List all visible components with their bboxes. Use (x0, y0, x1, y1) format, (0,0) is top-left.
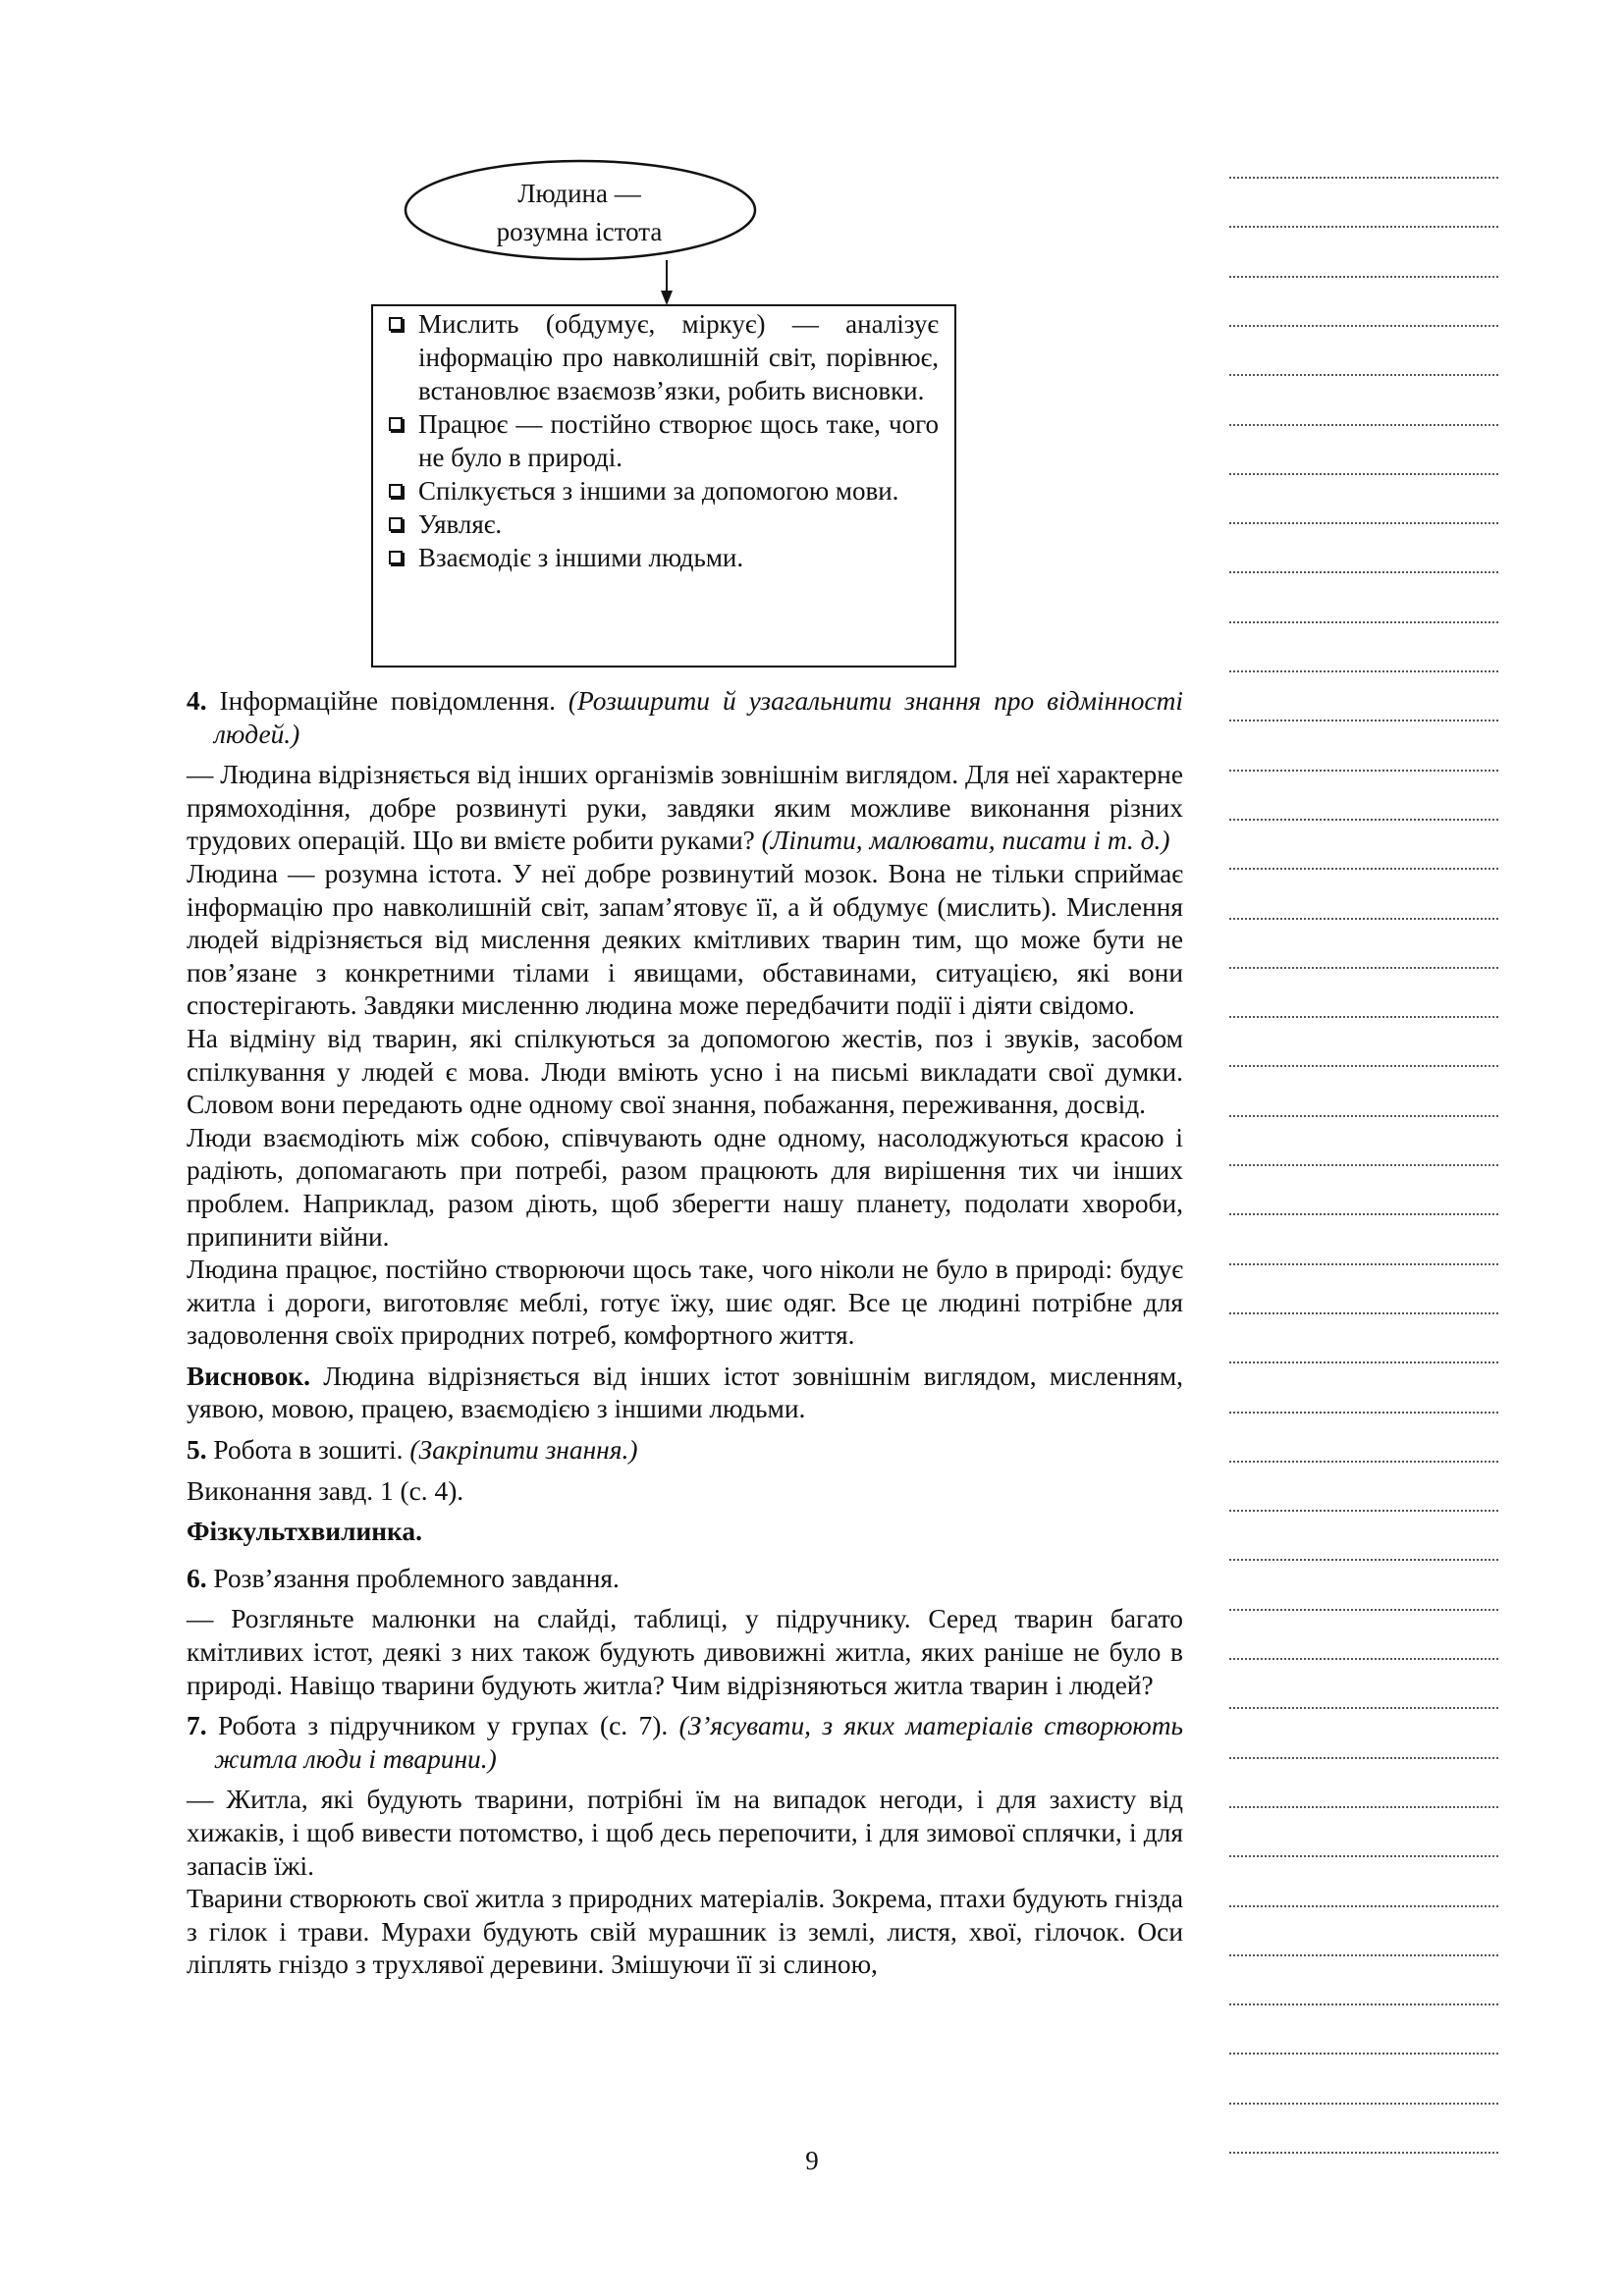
diagram-item (385, 407, 939, 474)
note-line (1229, 1213, 1498, 1215)
note-line (1229, 2103, 1498, 2105)
section-5-task: Виконання завд. 1 (с. 4). (187, 1475, 464, 1506)
paragraph: На відміну від тварин, які спілкуються за допомогою жестів, поз і звуків, засобом спілкування у людей є мова. Люди вміють усно і на письмі викладати свої думки. Словом вони передають одне одному свої знання, побажання, переживання, досвід. (187, 1023, 1183, 1120)
paragraph-text: — Людина відрізняється від інших організмів зовнішнім виглядом. Для неї характерне прямоходіння, добре розвинуті руки, завдяки яким можливе виконання різних трудових операцій. Що ви вмієте робити руками? (187, 760, 1183, 856)
conclusion-label: Висновок. (187, 1361, 310, 1391)
note-line (1229, 1806, 1498, 1808)
section-goal: (Закріпити знання.) (409, 1435, 638, 1466)
note-line (1229, 1065, 1498, 1067)
paragraph: Людина — розумна істота. У неї добре розвинутий мозок. Вона не тільки сприймає інформацію про навколишній світ, запам’ятовує її, а й обдумує (мислить). Мислення людей відрізняється від мислення деяких кмітливих тварин тим, що може бути не пов’язане з конкретними тілами і явищами, обставинами, ситуацією, які вони спостерігають. Завдяки мисленню людина може передбачити події і діяти свідомо. (187, 858, 1183, 1021)
checkbox-icon (389, 317, 403, 331)
note-line (1229, 424, 1498, 426)
section-7-heading (187, 1710, 1183, 1776)
note-line (1229, 918, 1498, 920)
note-line (1229, 967, 1498, 969)
diagram-oval-line-1: Людина — (517, 179, 641, 208)
paragraph-answer: (Ліпити, малювати, писати і т. д.) (761, 826, 1170, 856)
note-line (1229, 1115, 1498, 1117)
note-line (1229, 1362, 1498, 1363)
note-line (1229, 720, 1498, 721)
note-line (1229, 1658, 1498, 1660)
note-line (1229, 819, 1498, 821)
note-line (1229, 522, 1498, 524)
conclusion (187, 1361, 1183, 1426)
section-title: Розв’язання проблемного завдання. (206, 1563, 620, 1593)
diagram-item-text: Взаємодіє з іншими людьми. (418, 543, 744, 572)
note-line (1229, 1412, 1498, 1414)
section-goal: (Розширити й узагальнити знання про відмінності людей.) (214, 686, 1183, 749)
section-title: Інформаційне повідомлення. (206, 686, 568, 716)
note-line (1229, 1707, 1498, 1709)
note-line (1229, 325, 1498, 327)
note-line (1229, 868, 1498, 870)
note-line (1229, 1016, 1498, 1018)
diagram-item-text: Працює — постійно створює щось таке, чого не було в природі. (418, 409, 939, 472)
note-line (1229, 1263, 1498, 1265)
paragraph: Людина працює, постійно створюючи щось таке, чого ніколи не було в природі: будує житла і дороги, виготовляє меблі, готує їжу, шиє одяг. Все це людині потрібне для задоволення своїх природних потреб, комфортного життя. (187, 1255, 1183, 1351)
note-line (1229, 1757, 1498, 1759)
note-line (1229, 1312, 1498, 1314)
section-6-heading (187, 1563, 1183, 1596)
diagram-feature-list (385, 307, 939, 574)
paragraph (187, 759, 1183, 858)
section-number: 7. (187, 1711, 207, 1741)
note-line (1229, 2053, 1498, 2055)
diagram-item-text: Спілкується з іншими за допомогою мови. (418, 476, 899, 506)
note-line (1229, 1609, 1498, 1611)
note-line (1229, 670, 1498, 672)
section-number: 6. (187, 1563, 207, 1593)
note-line (1229, 1905, 1498, 1907)
diagram-item-text: Мислить (обдумує, міркує) — аналізує інформацію про навколишній світ, порівнює, встановлює взаємозв’язки, робить висновки. (418, 309, 939, 405)
note-line (1229, 177, 1498, 179)
checkbox-icon (389, 484, 403, 498)
note-line (1229, 1461, 1498, 1463)
diagram-arrow-head (661, 291, 673, 305)
note-line (1229, 1164, 1498, 1166)
break-title: Фізкультхвилинка. (187, 1517, 422, 1547)
section-number: 4. (187, 686, 207, 716)
section-title: Робота в зошиті. (206, 1435, 410, 1466)
paragraph: — Розгляньте малюнки на слайді, таблиці, у підручнику. Серед тварин багато кмітливих істот, деякі з них також будують дивовижні житла, яких раніше не було в природі. Навіщо тварини будують житла? Чим відрізняються житла тварин і людей? (187, 1604, 1183, 1700)
note-line (1229, 1559, 1498, 1561)
diagram-oval-label (422, 175, 736, 251)
note-line (1229, 770, 1498, 772)
note-line (1229, 1954, 1498, 1956)
diagram-oval-line-2: розумна істота (496, 217, 663, 246)
note-line (1229, 473, 1498, 475)
note-line (1229, 276, 1498, 278)
note-line (1229, 621, 1498, 623)
paragraph: Тварини створюють свої житла з природних матеріалів. Зокрема, птахи будують гнізда з гілок і трави. Мурахи будують свій мурашник із землі, листя, хвої, гілочок. Оси ліплять гніздо з трухлявої деревини. Змішуючи її зі слиною, (187, 1884, 1183, 1980)
checkbox-icon (389, 417, 403, 431)
page-number: 9 (805, 2146, 819, 2175)
diagram-item (385, 541, 939, 574)
section-4-heading (187, 685, 1183, 751)
note-line (1229, 374, 1498, 376)
checkbox-icon (389, 551, 403, 564)
note-line (1229, 571, 1498, 573)
note-line (1229, 2003, 1498, 2005)
note-line (1229, 1510, 1498, 1512)
conclusion-text: Людина відрізняється від інших істот зовнішнім виглядом, мисленням, уявою, мовою, працею, взаємодією з іншими людьми. (187, 1361, 1183, 1424)
checkbox-icon (389, 517, 403, 531)
section-goal: (З’ясувати, з яких матеріалів створюють житла люди і тварини.) (214, 1711, 1183, 1774)
note-line (1229, 226, 1498, 228)
note-line (1229, 1855, 1498, 1857)
paragraph: — Житла, які будують тварини, потрібні їм на випадок негоди, і для захисту від хижаків, і щоб вивести потомство, і щоб десь перепочити, і для зимової сплячки, і для запасів їжі. (187, 1785, 1183, 1881)
section-number: 5. (187, 1435, 207, 1466)
diagram-item (385, 507, 939, 541)
section-title: Робота з підручником у групах (с. 7). (206, 1711, 679, 1741)
diagram-item (385, 307, 939, 407)
section-5-heading (187, 1434, 1183, 1468)
note-line (1229, 2152, 1498, 2154)
diagram-item-text: Уявляє. (418, 509, 503, 539)
paragraph: Люди взаємодіють між собою, співчувають одне одному, насолоджуються красою і радіють, допомагають при потребі, разом працюють для вирішення тих чи інших проблем. Наприклад, разом діють, щоб зберегти нашу планету, подолати хвороби, припинити війни. (187, 1122, 1183, 1252)
lesson-body (187, 685, 1183, 1982)
diagram-item (385, 474, 939, 507)
